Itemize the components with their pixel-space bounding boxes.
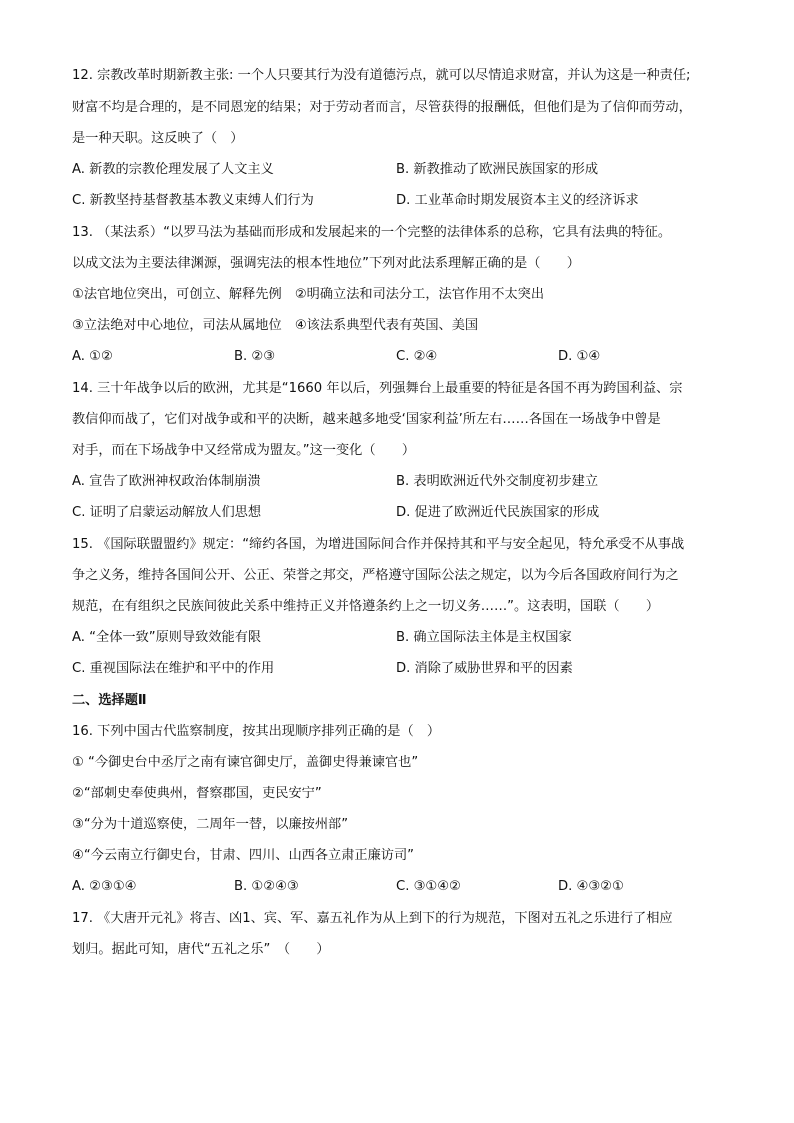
- question-17-stem-line-1: 17. 《大唐开元礼》将吉、凶1、宾、军、嘉五礼作为从上到下的行为规范，下图对五礼之乐进行了相应: [72, 911, 673, 926]
- question-13-option-c: C. ②④: [396, 349, 438, 364]
- question-12-option-b: B. 新教推动了欧洲民族国家的形成: [396, 162, 599, 177]
- question-13-statements-line-2: ③立法绝对中心地位，司法从属地位 ④该法系典型代表有英国、美国: [72, 318, 479, 333]
- question-12-stem-line-2: 财富不均是合理的，是不同恩宠的结果；对于劳动者而言，尽管获得的报酬低，但他们是为了信仰而劳动，: [72, 100, 692, 115]
- question-12-stem-line-1: 12. 宗教改革时期新教主张: 一个人只要其行为没有道德污点，就可以尽情追求财富，并认为这是一种责任;: [72, 68, 691, 83]
- question-14-stem-line-2: 教信仰而战了，它们对战争或和平的决断，越来越多地受‘国家利益’所左右……各国在一场战争中曾是: [72, 412, 661, 427]
- question-16-stem: 16. 下列中国古代监察制度，按其出现顺序排列正确的是（ ）: [72, 724, 441, 739]
- question-13-option-a: A. ①②: [72, 349, 113, 364]
- question-14-stem-line-1: 14. 三十年战争以后的欧洲，尤其是“1660 年以后，列强舞台上最重要的特征是各国不再为跨国利益、宗: [72, 381, 683, 396]
- question-13-stem-line-1: 13. （某法系）“以罗马法为基础而形成和发展起来的一个完整的法律体系的总称，它具有法典的特征。: [72, 225, 672, 240]
- question-14-stem-line-3: 对手，而在下场战争中又经常成为盟友。”这一变化（ ）: [72, 443, 416, 458]
- question-15-option-a: A. “全体一致”原则导致效能有限: [72, 630, 262, 645]
- question-12-option-d: D. 工业革命时期发展资本主义的经济诉求: [396, 193, 639, 208]
- question-16-option-d: D. ④③②①: [558, 879, 624, 894]
- question-15-option-d: D. 消除了威胁世界和平的因素: [396, 661, 573, 676]
- question-14-option-c: C. 证明了启蒙运动解放人们思想: [72, 505, 262, 520]
- question-13-stem-line-2: 以成文法为主要法律渊源，强调宪法的根本性地位”下列对此法系理解正确的是（ ）: [72, 256, 580, 271]
- question-12-stem-line-3: 是一种天职。这反映了（ ）: [72, 131, 244, 146]
- question-15-stem-line-2: 争之义务，维持各国间公开、公正、荣誉之邦交，严格遵守国际公法之规定，以为今后各国政府间行为之: [72, 568, 679, 583]
- question-15-option-c: C. 重视国际法在维护和平中的作用: [72, 661, 275, 676]
- question-16-item-4: ④“今云南立行御史台，甘肃、四川、山西各立肃正廉访司”: [72, 848, 414, 863]
- question-13-statements-line-1: ①法官地位突出，可创立、解释先例 ②明确立法和司法分工，法官作用不太突出: [72, 287, 545, 302]
- question-16-option-c: C. ③①④②: [396, 879, 461, 894]
- question-13-option-b: B. ②③: [234, 349, 276, 364]
- question-12-option-c: C. 新教坚持基督教基本教义束缚人们行为: [72, 193, 314, 208]
- question-13-option-d: D. ①④: [558, 349, 601, 364]
- question-16-item-3: ③“分为十道巡察使，二周年一替，以廉按州部”: [72, 817, 349, 832]
- question-15-stem-line-1: 15. 《国际联盟盟约》规定：“缔约各国，为增进国际间合作并保持其和平与安全起见，特允承受不从事战: [72, 537, 685, 552]
- question-14-option-d: D. 促进了欧洲近代民族国家的形成: [396, 505, 600, 520]
- question-12-option-a: A. 新教的宗教伦理发展了人文主义: [72, 162, 274, 177]
- question-15-stem-line-3: 规范，在有组织之民族间彼此关系中维持正义并恪遵条约上之一切义务……”。这表明，国联（ ）: [72, 599, 660, 614]
- section-2-heading: 二、选择题Ⅱ: [72, 693, 147, 708]
- question-17-stem-line-2: 划归。据此可知，唐代“五礼之乐” （ ）: [72, 942, 330, 957]
- question-14-option-b: B. 表明欧洲近代外交制度初步建立: [396, 474, 599, 489]
- question-16-option-b: B. ①②④③: [234, 879, 299, 894]
- question-16-item-2: ②“部刺史奉使典州，督察郡国，吏民安宁”: [72, 786, 322, 801]
- question-16-option-a: A. ②③①④: [72, 879, 137, 894]
- question-14-option-a: A. 宣告了欧洲神权政治体制崩溃: [72, 474, 261, 489]
- question-15-option-b: B. 确立国际法主体是主权国家: [396, 630, 572, 645]
- question-16-item-1: ① “今御史台中丞厅之南有谏官御史厅，盖御史得兼谏官也”: [72, 755, 419, 770]
